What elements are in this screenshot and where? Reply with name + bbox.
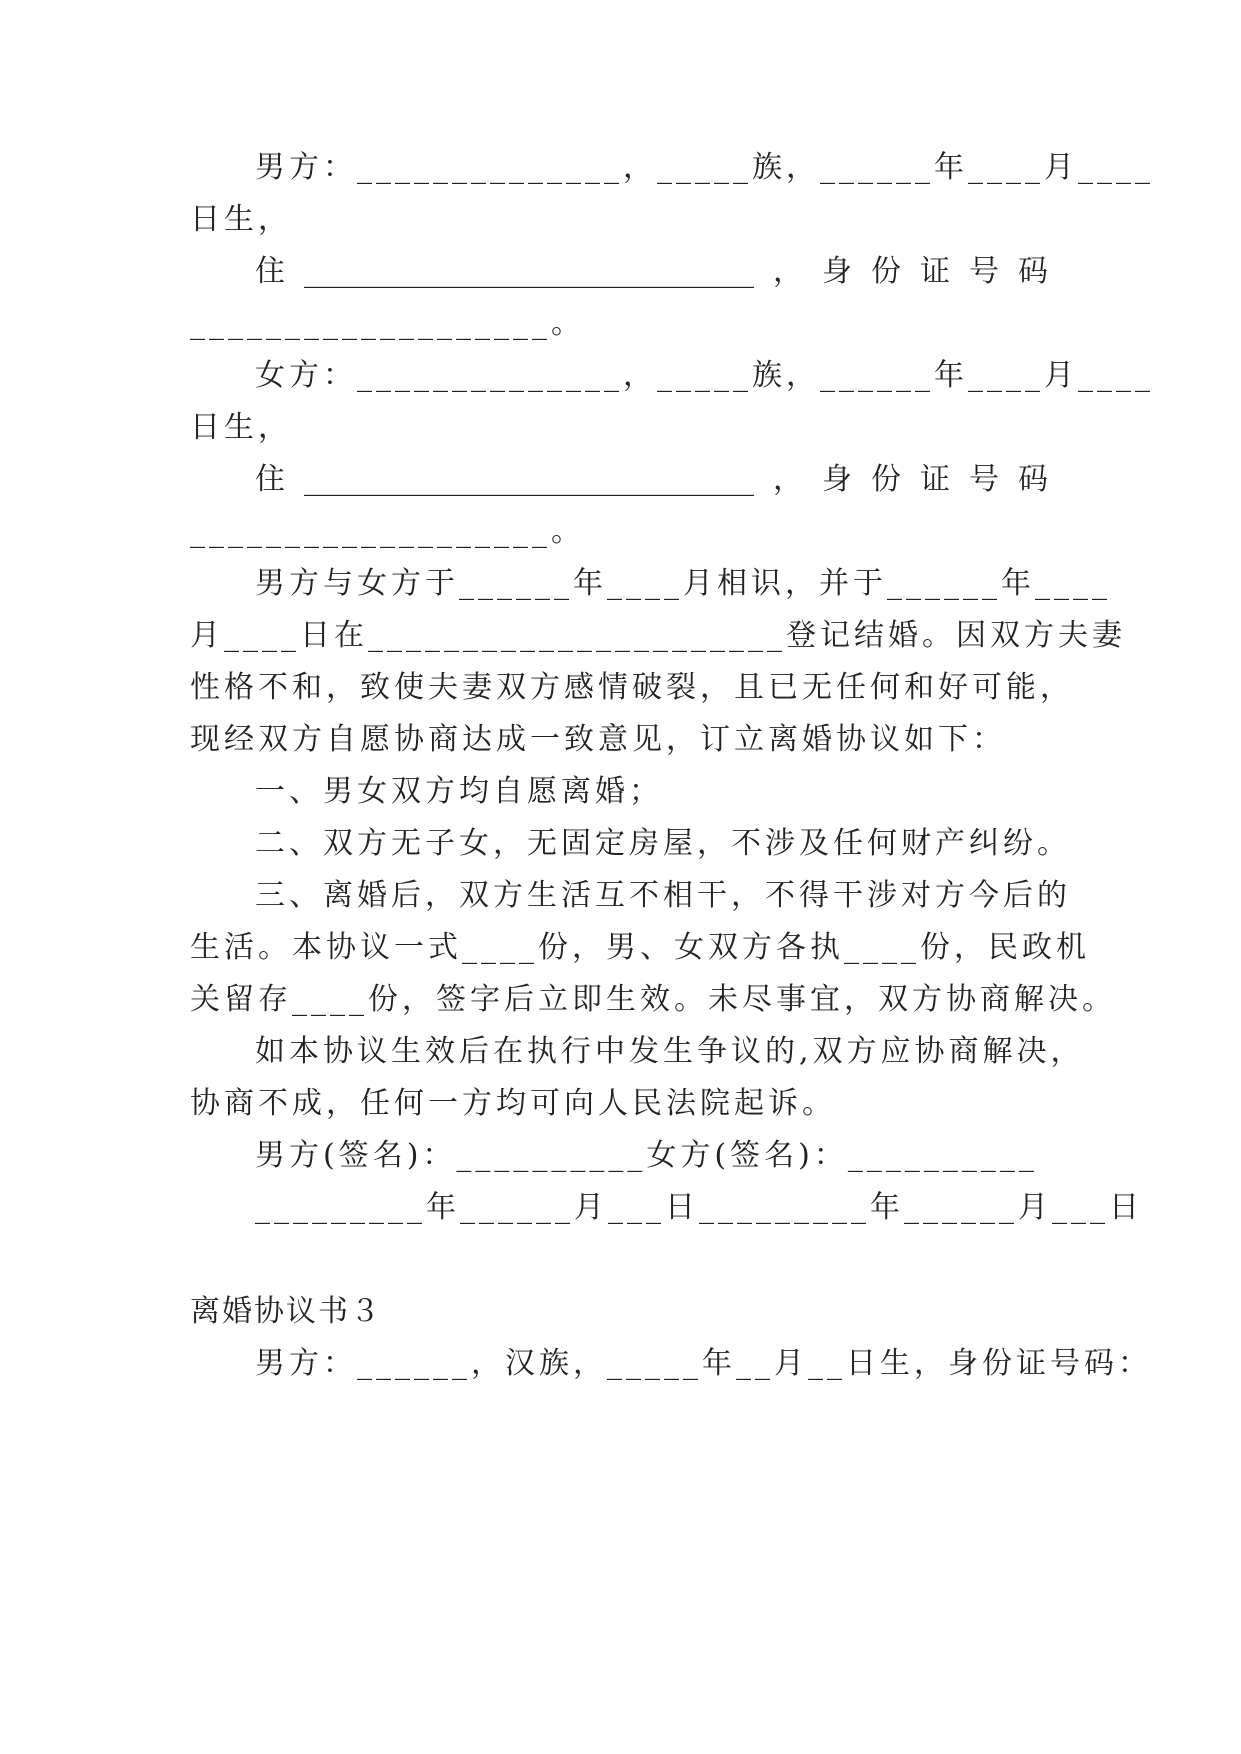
id-label-char: 身 <box>822 462 852 497</box>
comma: ， <box>773 254 803 289</box>
dispute-line-2: 协商不成，任何一方均可向人民法院起诉。 <box>190 1086 836 1121</box>
date-line: _________年______月___日_________年______月___日 <box>255 1190 1143 1225</box>
man-id-blank-line: ___________________。 <box>190 306 585 341</box>
id-label-char: 身 <box>822 254 852 289</box>
clause-3-line-3: 关留存____份，签字后立即生效。未尽事宜，双方协商解决。 <box>190 982 1116 1017</box>
next-man-line: 男方：______，汉族，_____年__月__日生，身份证号码： <box>255 1346 1152 1381</box>
clause-1: 一、男女双方均自愿离婚； <box>255 774 663 809</box>
address-blank: ______________________________ <box>304 254 754 289</box>
man-birth-continuation: 日生， <box>190 202 292 237</box>
dispute-line-1: 如本协议生效后在执行中发生争议的,双方应协商解决， <box>255 1034 1085 1069</box>
id-label-char: 证 <box>920 254 950 289</box>
id-label-char: 份 <box>871 462 901 497</box>
marriage-para-line-2: 月____日在______________________登记结婚。因双方夫妻 <box>190 618 1126 653</box>
address-label: 住 <box>255 462 285 497</box>
id-label-char: 号 <box>969 462 999 497</box>
man-birth-line: 男方：______________，_____族，______年____月____ <box>255 150 1154 185</box>
marriage-para-line-1: 男方与女方于______年____月相识，并于______年____ <box>255 566 1111 601</box>
address-blank: ______________________________ <box>304 462 754 497</box>
marriage-para-line-3: 性格不和，致使夫妻双方感情破裂，且已无任何和好可能， <box>190 670 1074 705</box>
signature-line: 男方(签名)：__________女方(签名)：__________ <box>255 1138 1038 1173</box>
man-address-line <box>255 252 1048 292</box>
comma: ， <box>773 462 803 497</box>
woman-birth-line: 女方：______________，_____族，______年____月____ <box>255 358 1154 393</box>
id-label-char: 码 <box>1018 254 1048 289</box>
woman-address-line <box>255 460 1048 500</box>
clause-3-line-2: 生活。本协议一式____份，男、女双方各执____份，民政机 <box>190 930 1090 965</box>
clause-3-line-1: 三、离婚后，双方生活互不相干，不得干涉对方今后的 <box>255 878 1071 913</box>
woman-id-blank-line: ___________________。 <box>190 514 585 549</box>
clause-2: 二、双方无子女，无固定房屋，不涉及任何财产纠纷。 <box>255 826 1071 861</box>
section-heading: 离婚协议书３ <box>190 1294 382 1329</box>
id-label-char: 号 <box>969 254 999 289</box>
id-label-char: 证 <box>920 462 950 497</box>
id-label-char: 码 <box>1018 462 1048 497</box>
marriage-para-line-4: 现经双方自愿协商达成一致意见，订立离婚协议如下： <box>190 722 1006 757</box>
id-label-char: 份 <box>871 254 901 289</box>
address-label: 住 <box>255 254 285 289</box>
woman-birth-continuation: 日生， <box>190 410 292 445</box>
